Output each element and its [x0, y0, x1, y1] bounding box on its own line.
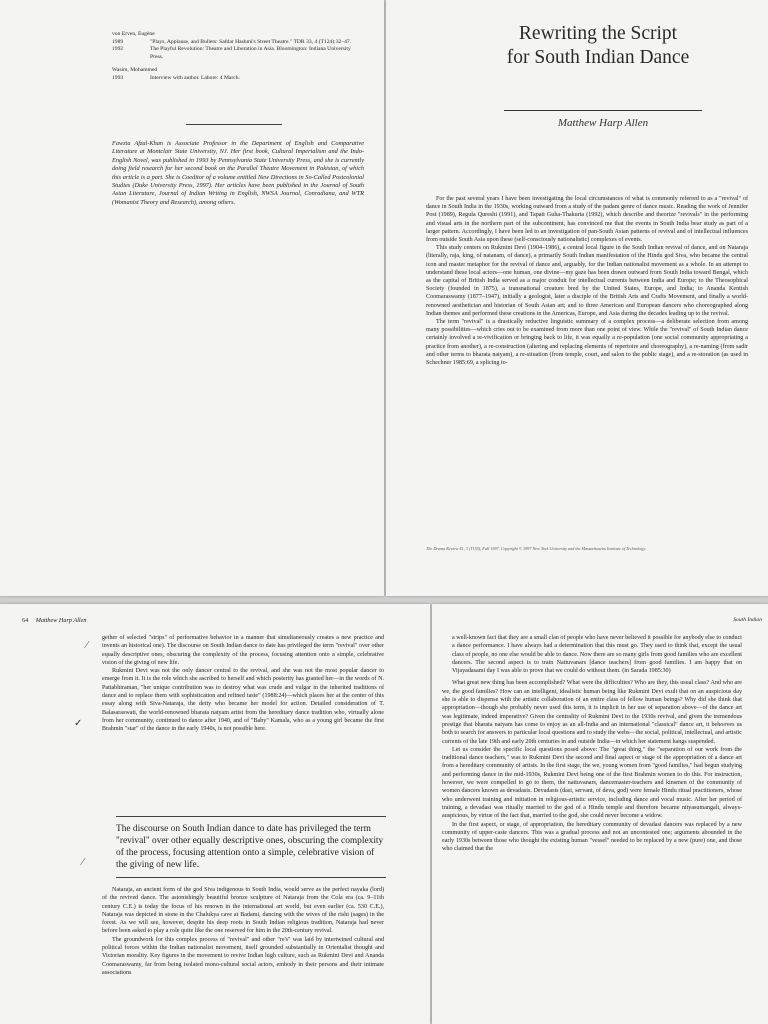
reference-author: von Erven, Eugène: [112, 31, 155, 37]
paragraph: gether of selected "strips" of performative behavior in a manner that simultaneously creates a new practice and invents an historical one). The discourse on South Indian dance to date has privileged the term "revival" over other equally descriptive ones, obscuring the complexity of the process, focusing attention onto a simple, celebrative vision of the giving of new life.: [102, 635, 384, 666]
reference-author: Wasim, Mohammed: [112, 67, 158, 74]
paragraph: What great new thing has been accomplished? What were the difficulties? Who are they, this usual class? And who are we, the good families? How can an intelligent, idealistic human being like Rukmini Devi exult that on an auspicious day she is able to dispense with the artistic collaboration of an entire class of fellow human beings? Why did she think that appropriation—though she probably never used this term, it is implicit in her use of separation above—of the dance art was legitimate, indeed imperative? Given the centrality of Rukmini Devi to the 1930s revival, and given the tremendous prestige that bharata natyam has come to enjoy as an all-India and an international "classical" dance art, it behooves us both to search for answers to particular local questions and to study the webs—the social, political, intellectual, and artistic currents of the late 19th and early 20th centuries in and outside India—in which her statement hangs suspended.: [442, 680, 742, 745]
reference-entry: [112, 75, 362, 83]
page-bottom-left: [0, 604, 430, 1024]
article-title-line: Rewriting the Script: [518, 23, 678, 44]
divider: [186, 124, 282, 125]
author-bio: Fawzia Afzal-Khan is Associate Professor in the Department of English and Comparative Literature at Montclair State University, NJ. Her first book, Cultural Imperialism and the Indo-English Novel, was published in 1993 by Pennsylvania State University Press, and she is currently doing field research for her second book on the Parallel Theatre Movement in Pakistan, of which this article is a part. She is Coeditor of a volume entitled New Directions in So-Called Postcolonial Studies (Duke University Press, 1997). Her articles have been published in the Journal of South Asian Literature, Journal of Indian Writing in English, NWSA Journal, Conradiana, and WTR (Womanist Theory and Research), among others.: [112, 140, 364, 206]
running-head: South Indian: [733, 617, 762, 623]
block-quote: a well-known fact that they are a small clan of people who have never believed it possible for anybody else to conduct a dance performance. I have always had a determination that this must go. They used to think that, except the usual class of people, no one else would be able to dance. Now there are so many girls from good families who are excellent dancers. The second aspect is to train Nattuvanars [dance teachers] from good families. I am happy that on Vijayadasami day I was able to prove that we could do without them. (in Sarada 1985:30): [452, 635, 742, 675]
reference-year: 1993: [112, 74, 124, 81]
check-mark-icon: ✓: [74, 718, 83, 729]
running-head: [22, 617, 87, 624]
paragraph: For the past several years I have been investigating the local circumstances of what is commonly referred to as a "revival" of dance in South India in the 1930s, working outward from a study of the padam genre of dance music. Reading the work of Jennifer Post (1989), Regula Qureshi (1991), and Tapati Guha-Thakurta (1992), which describe and theorize "revivals" in the performing and visual arts in the northern part of the subcontinent, has convinced me that the events in South India bear study as part of a larger pattern. Accordingly, I have been led to an investigation of pan-South Asian patterns of revival and of intellectual influences from outside South Asia upon these (self-consciously nationalistic) complexes of events.: [426, 196, 748, 244]
paragraph: Nataraja, an ancient form of the god Siva indigenous to South India, would serve as the perfect nayaka (lord) of the revived dance. The astonishingly beautiful bronze sculpture of Nataraja from the Cola era (ca. 9–11th century C.E.) is today the focus of his renown in the international art world, but even earlier (ca. 530 C.E.), Nataraja was depicted in stone in the Chalukya cave at Badami, dancing with the wives of the rishi (sages) in the forest. As we will see, however, despite his deep roots in South Indian religious tradition, Nataraja had never before been asked to play a role quite like the one reserved for him in the 20th-century revival.: [102, 887, 384, 935]
author-byline: Matthew Harp Allen: [557, 117, 649, 129]
paragraph: In the first aspect, or stage, of appropriation, the hereditary community of devadasi dancers was replaced by a new community of upper-caste dancers. This was a gradual process and not an uncontested one; arguments abounded in the early 1930s between those who thought the existing human "vessel" needed to be replaced by a new (pure) one, and those who claimed that the: [442, 821, 742, 853]
page-top-right: [386, 0, 768, 596]
reference-text: "Plays, Applause, and Bullets: Safdar Hashmi's Street Theatre." TDR 33, 4 (T124):32–47.: [150, 38, 352, 45]
pull-quote: The discourse on South Indian dance to date has privileged the term "revival" over other equally descriptive ones, obscuring the complexity of the process, focusing attention onto a simple, celebrative vision of the giving of new life.: [116, 816, 386, 878]
column-text: [102, 886, 384, 977]
divider: [504, 110, 702, 111]
article-body: [426, 195, 748, 367]
pencil-mark-icon: ⁄: [82, 857, 84, 868]
page-top-left: [0, 0, 384, 596]
column-text: [442, 634, 742, 854]
paragraph: The groundwork for this complex process of "revival" and other "re's" was laid by intertwined cultural and political forces within the Indian nationalist movement, itself grounded substantially in Orientalist thought and Victorian morality. Key figures in the movement to revive Indian high culture, such as Rukmini Devi and Ananda Coomaraswamy, far from being isolated mono-cultural social actors, embody in their persons and their intimate associations: [102, 936, 384, 976]
paragraph: Rukmini Devi was not the only dancer central to the revival, and she was not the most popular dancer to emerge from it. It is the role which she ascribed to herself and which posterity has granted her—in the words of N. Pattabhiraman, "her unique contribution was to destroy what was crude and vulgar in the inherited traditions of dance and to replace them with sophistication and refined taste" (1988:24)—which places her at the center of this essay along with Siva-Nataraja, the deity who became her model for action. Detailed consideration of T. Balasaraswati, the world-renowned bharata natyam artist from the hereditary dance tradition who, virtually alone from her community, continued to dance after 1940, and of "Baby" Kamala, who as a young girl became the first Brahmin "star" of the dance in the early 1940s, is not possible here.: [102, 668, 384, 733]
pencil-mark-icon: ⁄: [86, 640, 88, 651]
reference-entry: [112, 46, 362, 61]
page-number: 64: [22, 617, 29, 624]
paragraph: Let us consider the specific local questions posed above: The "great thing," the "separation of our work from the traditional dance teachers," was to Rukmini Devi the second and final aspect or stage of the appropriation of a dance art from a hereditary community of artists. In the first stage, the we, young women from "good families," had begun studying and performing dance in the mid-1930s, Rukmini Devi being one of the first Brahmin women to do this. For instruction, however, we were compelled to go to them, the nattuvanars, dancemaster-teachers and kinsmen of the community of women dancers known as devadasis. Devadasis (dasi, servant, of deva, god) were female Hindu ritual practitioners, whose who underwent training and initiation in religious-artistic service, including dance and vocal music. After her period of training, a devadasi was ritually married to the god of a Hindu temple and therefore became nityasumangali, always-auspicious, by virtue of the fact that, married to the god, she could never become a widow.: [442, 746, 742, 820]
page-footer: The Drama Review 41, 3 (T155), Fall 1997. Copyright © 1997 New York University and the Massachusetts Institute of Technology.: [426, 546, 647, 551]
reference-year: 1989: [112, 38, 124, 45]
running-head-author: Matthew Harp Allen: [35, 617, 87, 624]
article-title-line: for South Indian Dance: [506, 47, 690, 68]
references-list: [112, 31, 362, 83]
paragraph: This study centers on Rukmini Devi (1904–1986), a central local figure in the South Indian revival of dance, and on Nataraja (literally, raja, king, of natanam, of dance), a primarily South Indian manifestation of the Hindu god Siva, who became the central icon and master metaphor for the revival of dance and, arguably, for the Indian nationalist movement as a whole. In an attempt to understand these local actors—one human, one divine—my gaze has been drawn outward from South India toward Bengal, which as the capital of British India served as a major conduit for intellectual currents between India and Europe; to the Theosophical Society (founded in 1875), a transnational creature bred by the United States, Europe, and India; to Ananda Kentish Coomaraswamy (1877–1947), initially a geologist, later a disciple of the British Arts and Crafts Movement, and finally a world-renowned aesthetician and historian of South Asian art; and to three American and European dancers who choreographed along Indian themes and performed these creations in the Americas, Europe, and Asia during the decades leading up to the revival.: [426, 245, 748, 317]
paragraph: The term "revival" is a drastically reductive linguistic summary of a complex process—a deliberate selection from among many possibilities—which cries out to be examined from more than one point of view. While the "revival" of South Indian dance certainly involved a re-vivification or bringing back to life, it was equally a re-population (one social community appropriating a practice from another), a re-construction (altering and replacing elements of repertoire and choreography), a re-naming (from sadir and other terms to bharata natyam), a re-situation (from temple, court, and salon to the public stage), and a re-storation (as used in Schechner 1985:69, a splicing to-: [426, 319, 748, 367]
reference-text: The Playful Revolution: Theatre and Liberation in Asia. Bloomington: Indiana University Press.: [150, 46, 351, 60]
article-title: [448, 22, 748, 70]
column-text: [102, 634, 384, 734]
page-bottom-right: [432, 604, 768, 1024]
reference-text: Interview with author. Lahore: 4 March.: [150, 74, 240, 81]
reference-year: 1992: [112, 46, 124, 53]
